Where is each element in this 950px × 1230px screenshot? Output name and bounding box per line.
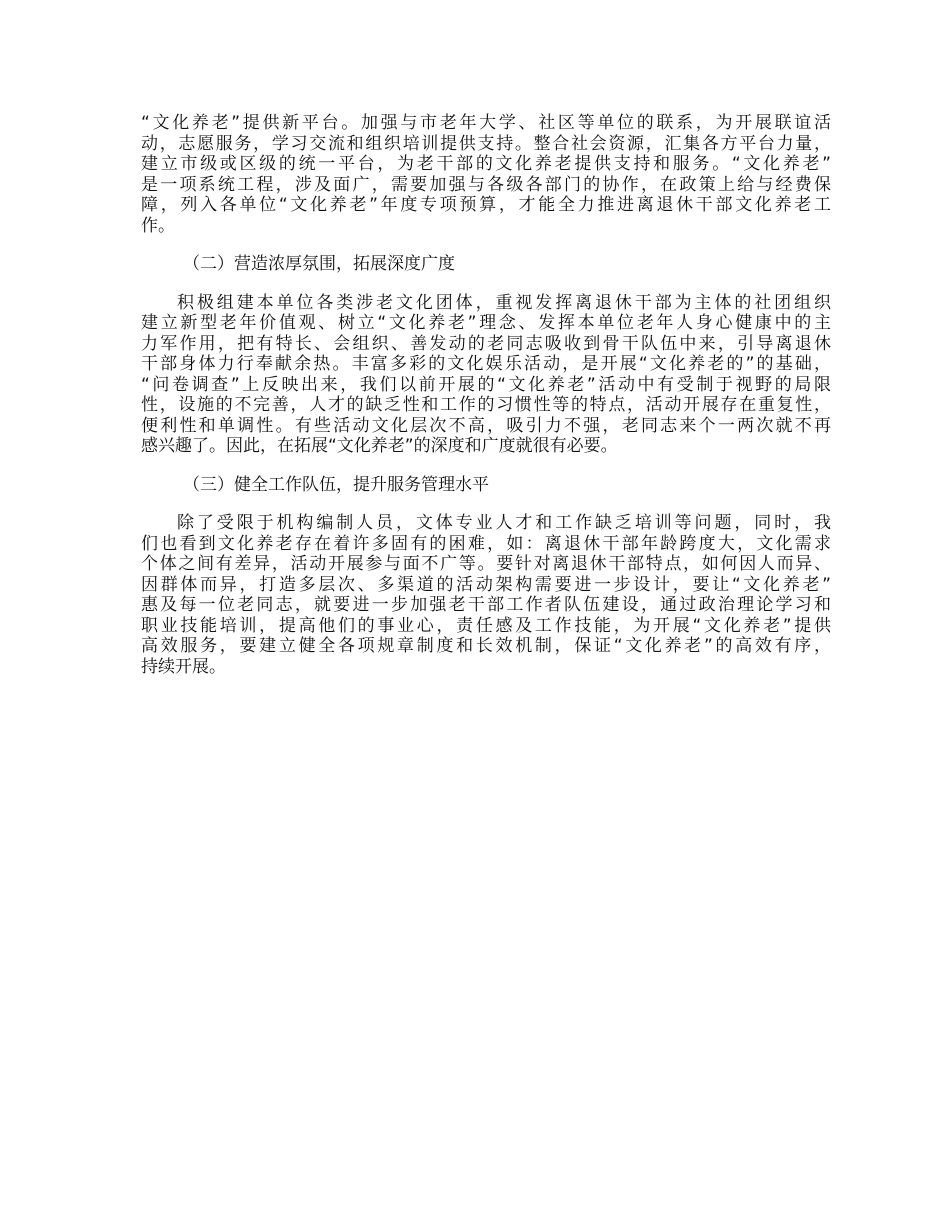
paragraph-2-line: 干部身体力行奉献余热。丰富多彩的文化娱乐活动，是开展“文化养老的”的基础， [141, 354, 831, 374]
paragraph-3 [141, 513, 831, 677]
paragraph-3-line: 职业技能培训，提高他们的事业心，责任感及工作技能，为开展“文化养老”提供 [141, 615, 831, 636]
paragraph-3-line: 个体之间有差异，活动开展参与面不广等。要针对离退休干部特点，如何因人而异、 [141, 554, 831, 574]
paragraph-1-line: 作。 [141, 215, 175, 236]
paragraph-1 [141, 113, 831, 236]
paragraph-2-line: 力军作用，把有特长、会组织、善发动的老同志吸收到骨干队伍中来，引导离退休 [141, 333, 831, 354]
paragraph-1-line: 动，志愿服务，学习交流和组织培训提供支持。整合社会资源，汇集各方平台力量， [141, 133, 831, 154]
paragraph-1-line: 建立市级或区级的统一平台，为老干部的文化养老提供支持和服务。“文化养老” [141, 154, 831, 174]
section-heading-2: （二）营造浓厚氛围，拓展深度广度 [183, 254, 455, 274]
paragraph-1-line: 障，列入各单位“文化养老”年度专项预算，才能全力推进离退休干部文化养老工 [141, 195, 831, 215]
section-heading-3: （三）健全工作队伍，提升服务管理水平 [183, 474, 489, 495]
paragraph-2-line: 感兴趣了。因此，在拓展“文化养老”的深度和广度就很有必要。 [141, 436, 618, 456]
paragraph-3-line: 惠及每一位老同志，就要进一步加强老干部工作者队伍建设，通过政治理论学习和 [141, 595, 831, 615]
paragraph-2 [141, 293, 831, 457]
paragraph-3-line: 高效服务，要建立健全各项规章制度和长效机制，保证“文化养老”的高效有序， [141, 636, 831, 656]
paragraph-1-line: “文化养老”提供新平台。加强与市老年大学、社区等单位的联系，为开展联谊活 [141, 113, 831, 133]
paragraph-3-line: 因群体而异，打造多层次、多渠道的活动架构需要进一步设计，要让“文化养老” [141, 574, 831, 595]
paragraph-2-line: 性，设施的不完善，人才的缺乏性和工作的习惯性等的特点，活动开展存在重复性， [141, 395, 831, 415]
document-body [141, 113, 831, 677]
paragraph-3-line: 除了受限于机构编制人员，文体专业人才和工作缺乏培训等问题，同时，我 [177, 513, 831, 533]
paragraph-2-line: 积极组建本单位各类涉老文化团体，重视发挥离退休干部为主体的社团组织 [177, 292, 831, 313]
paragraph-1-line: 是一项系统工程，涉及面广，需要加强与各级各部门的协作，在政策上给与经费保 [141, 174, 831, 195]
paragraph-3-line: 们也看到文化养老存在着许多固有的困难，如：离退休干部年龄跨度大，文化需求 [141, 533, 831, 554]
paragraph-2-line: “问卷调查”上反映出来，我们以前开展的“文化养老”活动中有受制于视野的局限 [141, 374, 831, 395]
paragraph-2-line: 便利性和单调性。有些活动文化层次不高，吸引力不强，老同志来个一两次就不再 [141, 415, 831, 436]
paragraph-3-line: 持续开展。 [141, 656, 226, 677]
paragraph-2-line: 建立新型老年价值观、树立“文化养老”理念、发挥本单位老年人身心健康中的主 [141, 313, 831, 333]
